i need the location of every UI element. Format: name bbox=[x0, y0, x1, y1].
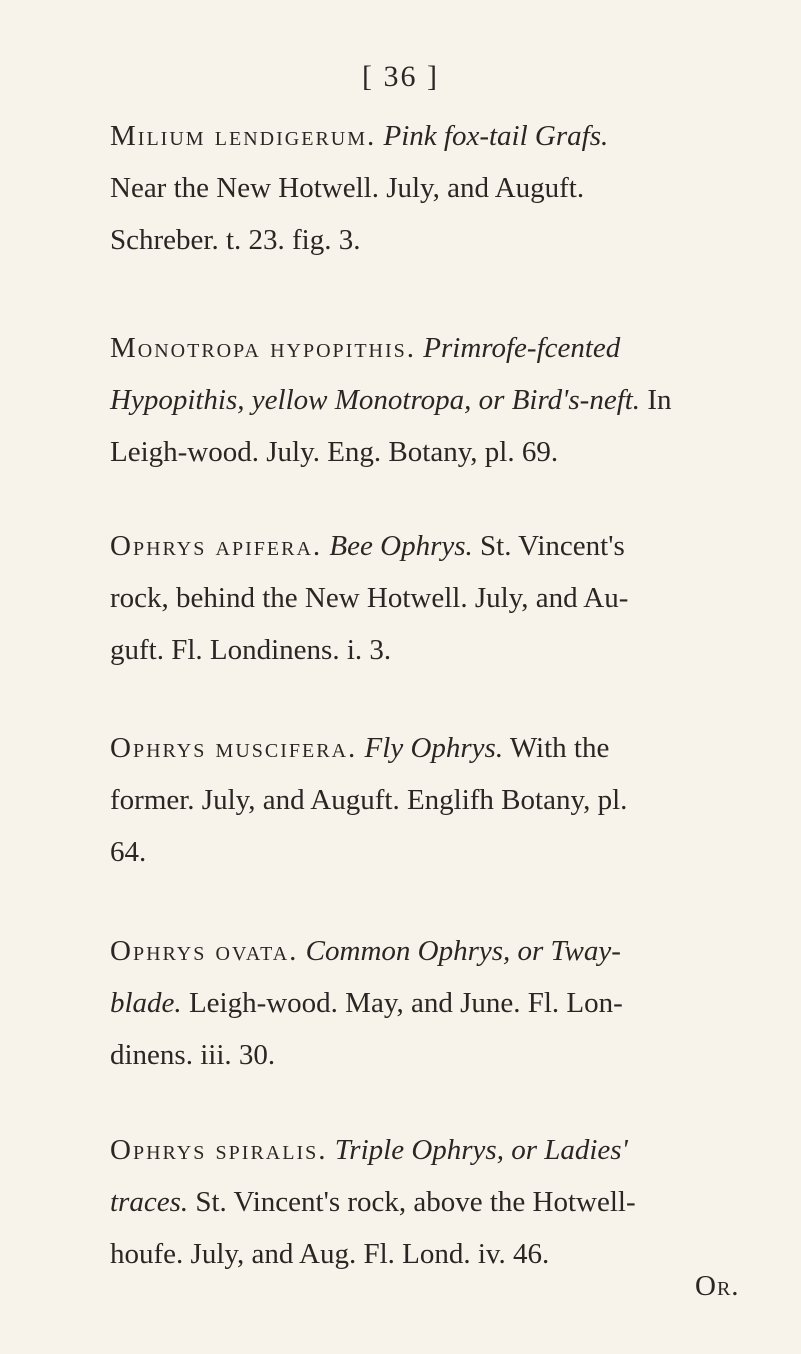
common-name: traces. bbox=[110, 1186, 189, 1218]
entry-ophrys-ovata bbox=[110, 925, 770, 1081]
entry-heading bbox=[110, 925, 770, 977]
entry-text: houfe. July, and Aug. Fl. Lond. iv. 46. bbox=[110, 1238, 550, 1270]
entry-text-run: In bbox=[647, 384, 672, 416]
entry-monotropa bbox=[110, 322, 770, 478]
entry-text: Leigh-wood. July. Eng. Botany, pl. 69. bbox=[110, 436, 559, 468]
entry-ophrys-muscifera bbox=[110, 722, 770, 878]
entry-heading bbox=[110, 322, 770, 374]
catchword: Or. bbox=[695, 1270, 740, 1302]
page-number: [ 36 ] bbox=[362, 60, 439, 93]
entry-text-run: St. Vincent's rock, above the Hotwell- bbox=[195, 1186, 636, 1218]
entry-text: 64. bbox=[110, 836, 147, 868]
entry-text-run: Leigh-wood. May, and June. Fl. Lon- bbox=[188, 987, 623, 1019]
common-name: Pink fox-tail Grafs. bbox=[383, 120, 609, 152]
botanical-name: Milium lendigerum. bbox=[110, 120, 377, 152]
entry-text: dinens. iii. 30. bbox=[110, 1039, 276, 1071]
botanical-name: Ophrys ovata. bbox=[110, 935, 299, 967]
botanical-name: Ophrys spiralis. bbox=[110, 1134, 328, 1166]
entry-text: guft. Fl. Londinens. i. 3. bbox=[110, 634, 392, 666]
entry-text bbox=[110, 977, 770, 1029]
common-name: Hypopithis, bbox=[110, 384, 245, 416]
entry-text bbox=[110, 374, 770, 426]
common-name-alt: yellow Monotropa, or Bird's-neft. bbox=[251, 384, 641, 416]
entry-ophrys-apifera bbox=[110, 520, 770, 676]
common-name: blade. bbox=[110, 987, 182, 1019]
entry-text: Schreber. t. 23. fig. 3. bbox=[110, 224, 361, 256]
botanical-name: Monotropa hypopithis. bbox=[110, 332, 417, 364]
entry-ophrys-spiralis bbox=[110, 1124, 770, 1280]
entry-text: former. July, and Auguft. Englifh Botany, pl. bbox=[110, 784, 628, 816]
entry-text-run: With the bbox=[509, 732, 610, 764]
entry-heading bbox=[110, 1124, 770, 1176]
entry-text-run: St. Vincent's bbox=[480, 530, 625, 562]
entry-text: rock, behind the New Hotwell. July, and Au- bbox=[110, 582, 629, 614]
entry-heading bbox=[110, 520, 770, 572]
entry-heading bbox=[110, 110, 770, 162]
entry-heading bbox=[110, 722, 770, 774]
common-name: Common Ophrys, or Tway- bbox=[305, 935, 621, 967]
common-name: Fly Ophrys. bbox=[364, 732, 504, 764]
entry-text: Near the New Hotwell. July, and Auguft. bbox=[110, 172, 585, 204]
botanical-name: Ophrys muscifera. bbox=[110, 732, 358, 764]
entry-milium bbox=[110, 110, 770, 266]
common-name: Bee Ophrys. bbox=[329, 530, 473, 562]
botanical-name: Ophrys apifera. bbox=[110, 530, 323, 562]
entry-text bbox=[110, 1176, 770, 1228]
common-name: Primrofe-fcented bbox=[423, 332, 621, 364]
common-name: Triple Ophrys, or Ladies' bbox=[334, 1134, 628, 1166]
